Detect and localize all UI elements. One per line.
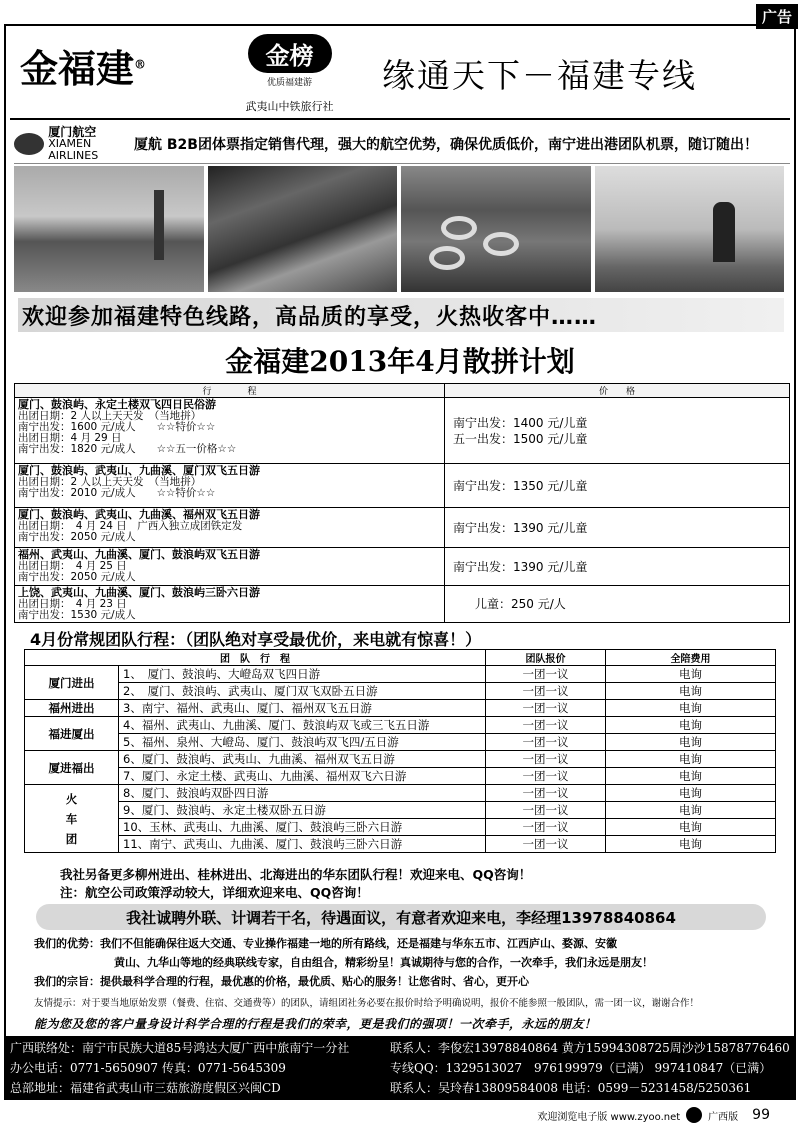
table-row: 2、 厦门、鼓浪屿、武夷山、厦门双飞双卧五日游 一团一议 电询 [25,683,776,700]
contact-block: 广西联络处：南宁市民族大道85号鸿达大厦广西中旅南宁一分社 联系人：李俊宏13978840864 黄方15994308725周沙沙15878776460 办公电话：0771-5650907 传真：0771-5645309 专线QQ：1329513027 976199979（已满） 997410847（已满） 总部地址：福建省武夷山市三菇旅游度假区兴闽CD 联系人：吴玲春13809584008 电话：0599－5231458/5250361 [6,1036,794,1098]
welcome-banner: 欢迎参加福建特色线路，高品质的享受，火热收客中…… [18,298,784,332]
friendly-tip: 友情提示：对于要当地原始发票（餐费、住宿、交通费等）的团队，请组团社务必要在报价时给予明确说明，报价不能参照一般团队，需一团一议，谢谢合作！ [34,998,700,1009]
page-number: 99 [752,1107,770,1123]
company-logo: 金福建® [20,46,147,91]
xiamen-airlines-banner [14,124,790,164]
note-line: 注：航空公司政策浮动较大，详细欢迎来电、QQ咨询！ [60,885,369,900]
table-row: 5、福州、泉州、大嶝岛、厦门、鼓浪屿双飞四/五日游 一团一议 电询 [25,734,776,751]
plan-title: 金福建2013年4月散拼计划 [225,345,575,378]
jinbang-sub: 优质福建游 [266,78,312,88]
table-row: 厦门、鼓浪屿、武夷山、九曲溪、厦门双飞五日游 出团日期：2 人以上天天发 （当地拼） 南宁出发：2010 元/成人 ☆☆特价☆☆ 南宁出发：1350 元/儿童 [15,464,790,508]
table-row: 福州进出 3、南宁、福州、武夷山、厦门、福州双飞五日游 一团一议 电询 [25,700,776,717]
table-row: 10、玉林、武夷山、九曲溪、厦门、鼓浪屿三卧六日游 一团一议 电询 [25,819,776,836]
table-row: 上饶、武夷山、九曲溪、厦门、鼓浪屿三卧六日游 出团日期： 4 月 23 日 南宁出发：1530 元/成人 儿童：250 元/人 [15,586,790,623]
table-row: 福州、武夷山、九曲溪、厦门、鼓浪屿双飞五日游 出团日期： 4 月 25 日 南宁出发：2050 元/成人 南宁出发：1390 元/儿童 [15,548,790,586]
egret-icon [14,133,44,155]
agency-name: 武夷山中铁旅行社 [245,100,334,113]
table-row: 火车团 8、厦门、鼓浪屿双卧四日游 一团一议 电询 [25,785,776,802]
table-header: 行 程 价 格 [15,384,790,398]
table-row: 厦进福出 6、厦门、鼓浪屿、武夷山、九曲溪、福州双飞五日游 一团一议 电询 [25,751,776,768]
section-title: 4月份常规团队行程：（团队绝对享受最优价，来电就有惊喜！） [30,630,482,649]
slogan: 缘通天下－福建专线 [382,56,697,95]
photo-pagoda-lake [14,166,204,292]
photo-river-mountain [208,166,398,292]
xiamen-airlines-desc: 厦航 B2B团体票指定销售代理，强大的航空优势，确保优质低价，南宁进出港团队机票，随订随出！ [134,136,758,153]
notes [60,866,531,902]
photo-strip [14,166,784,292]
zyoo-logo-icon [686,1107,702,1123]
divider [10,118,790,120]
table-row: 福进厦出 4、福州、武夷山、九曲溪、厦门、鼓浪屿双飞或三飞五日游 一团一议 电询 [25,717,776,734]
table-row: 11、南宁、武夷山、九曲溪、厦门、鼓浪屿三卧六日游 一团一议 电询 [25,836,776,853]
xiamen-airlines-logo: 厦门航空 XIAMEN AIRLINES [14,126,134,162]
photo-statue [595,166,785,292]
tagline: 能为您及您的客户量身设计科学合理的行程是我们的荣幸，更是我们的强项！一次牵手，永远的朋友！ [34,1017,597,1031]
footer-edition: 广西版 [708,1111,739,1123]
group-tour-table [14,383,790,623]
table-row: 7、厦门、永定土楼、武夷山、九曲溪、福州双飞六日游 一团一议 电询 [25,768,776,785]
footer-site: 欢迎浏览电子版 www.zyoo.net [537,1111,681,1123]
ad-tag: 广告 [756,4,798,29]
recruit-banner: 我社诚聘外联、计调若干名，待遇面议，有意者欢迎来电，李经理13978840864 [36,904,766,930]
table-row: 厦门、鼓浪屿、永定土楼双飞四日民俗游 出团日期：2 人以上天天发 （当地拼） 南宁出发：1600 元/成人 ☆☆特价☆☆ 出团日期：4 月 29 日 南宁出发：1820 元/成人 ☆☆五一价格☆☆ 南宁出发：1400 元/儿童 五一出发：1500 元/儿童 [15,398,790,464]
advantages: 我们的优势：我们不但能确保往返大交通、专业操作福建一地的所有路线，还是福建与华东五市、江西庐山、婺源、安徽 黄山、九华山等地的经典联线专家，自由组合，精彩纷呈！真诚期待与您的合作，一次牵手，我们永远是朋友！ 我们的宗旨：提供最科学合理的行程，最优惠的价格，最优质、贴心的服务！让您省时、省心，更开心 [34,937,653,988]
regular-tour-table [24,649,776,853]
table-row: 厦门、鼓浪屿、武夷山、九曲溪、福州双飞五日游 出团日期： 4 月 24 日 广西入独立成团铁定发 南宁出发：2050 元/成人 南宁出发：1390 元/儿童 [15,508,790,548]
jinbang-badge: 金榜 [248,34,332,73]
table-row: 厦门进出 1、 厦门、鼓浪屿、大嶝岛双飞四日游 一团一议 电询 [25,666,776,683]
table-row: 9、厦门、鼓浪屿、永定土楼双卧五日游 一团一议 电询 [25,802,776,819]
header [10,30,790,118]
jinbang-logo [222,34,357,114]
photo-tulou [401,166,591,292]
note-line: 我社另备更多柳州进出、桂林进出、北海进出的华东团队行程！欢迎来电、QQ咨询！ [60,867,532,882]
table-header: 团 队 行 程 团队报价 全陪费用 [25,650,776,666]
footer [0,1104,800,1126]
